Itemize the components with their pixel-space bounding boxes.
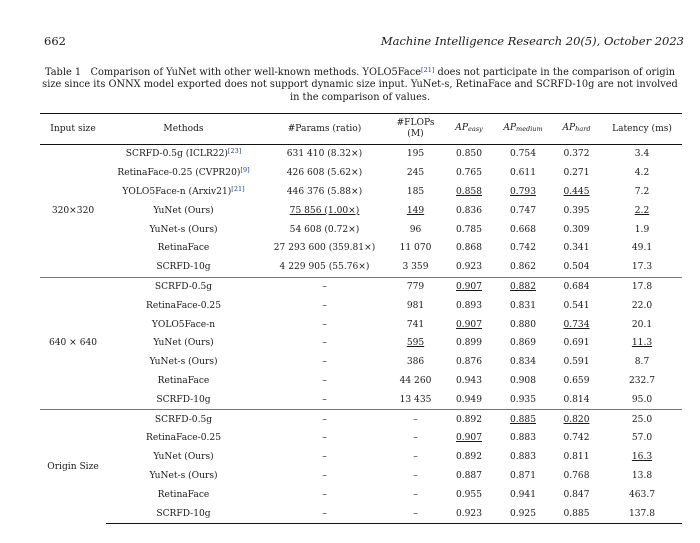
method-cell <box>106 183 261 202</box>
flops-cell: 981 <box>406 300 425 311</box>
ap-hard-cell: 0.811 <box>563 452 590 463</box>
method-cell <box>106 315 261 334</box>
flops-cell: 44 260 <box>399 375 432 386</box>
ap-medium-cell: 0.882 <box>495 277 551 296</box>
ap-easy-cell: 0.899 <box>455 338 483 349</box>
method-cell <box>106 390 261 409</box>
params-cell: – <box>261 504 388 523</box>
header-ap-easy: $AP_{easy}$ <box>443 114 495 145</box>
params-cell: – <box>322 394 327 405</box>
ap-easy-cell: 0.765 <box>455 168 483 179</box>
method-name: YOLO5Face-n <box>151 319 216 330</box>
method-name: RetinaFace-0.25 <box>146 433 221 444</box>
ap-medium-cell: 0.883 <box>509 433 537 444</box>
ap-medium-cell: 0.747 <box>509 205 537 216</box>
flops-cell: 96 <box>409 224 422 235</box>
table-row <box>40 467 682 486</box>
method-cell <box>106 258 261 277</box>
table-label: Table 1 <box>44 67 82 78</box>
flops-cell: 595 <box>406 338 425 349</box>
ap-easy-cell: 0.858 <box>455 186 483 197</box>
ap-medium-cell: 0.831 <box>509 300 537 311</box>
caption-text-1: Comparison of YuNet with other well-known methods. YOLO5Face <box>90 67 422 78</box>
ap-easy-cell: 0.850 <box>455 149 483 160</box>
ap-hard-cell: 0.734 <box>563 319 590 330</box>
flops-cell: – <box>413 489 418 500</box>
ap-hard-cell: 0.541 <box>563 300 590 311</box>
ap-easy-cell: 0.955 <box>455 489 483 500</box>
caption-text-2: does not participate in the comparison of origin size since its ONNX model exported does not support dynamic size input. YuNet-s, RetinaFace and SCRFD-10g are not involved in the comparison of values. <box>42 67 678 103</box>
method-cell <box>106 201 261 220</box>
ap-hard-cell: 0.768 <box>563 470 590 481</box>
params-cell: – <box>322 489 327 500</box>
ap-hard-cell: 0.814 <box>563 394 590 405</box>
params-cell: – <box>322 319 327 330</box>
method-citation[interactable]: [21] <box>231 184 245 193</box>
ap-easy-cell: 0.923 <box>455 262 483 273</box>
method-cell <box>106 504 261 523</box>
latency-cell: 137.8 <box>602 504 682 523</box>
method-cell <box>106 429 261 448</box>
table-row <box>40 504 682 523</box>
table-row <box>40 296 682 315</box>
ap-hard-cell: 0.341 <box>563 243 590 254</box>
ap-hard-cell: 0.445 <box>563 186 590 197</box>
ap-medium-cell: 0.869 <box>509 338 537 349</box>
ap-hard-cell: 0.684 <box>551 277 602 296</box>
latency-cell: 17.3 <box>631 262 653 273</box>
ap-easy-cell: 0.868 <box>455 243 483 254</box>
flops-cell: 149 <box>406 205 425 216</box>
method-cell <box>106 372 261 391</box>
method-name: YuNet-s (Ours) <box>149 470 218 481</box>
ap-medium-cell: 0.834 <box>509 357 537 368</box>
page-number: 662 <box>44 34 66 48</box>
ap-medium-cell: 0.862 <box>509 262 537 273</box>
flops-cell: 741 <box>406 319 425 330</box>
method-name: YuNet (Ours) <box>153 205 214 216</box>
ap-easy-cell: 0.949 <box>455 394 483 405</box>
table-row <box>40 334 682 353</box>
flops-cell: – <box>413 433 418 444</box>
latency-cell: 8.7 <box>634 357 650 368</box>
latency-cell: 4.2 <box>634 168 650 179</box>
table-row <box>40 220 682 239</box>
method-cell <box>106 164 261 183</box>
ap-hard-cell: 0.395 <box>563 205 590 216</box>
latency-cell: 16.3 <box>631 452 653 463</box>
method-cell <box>106 277 261 296</box>
ap-medium-cell: 0.880 <box>509 319 537 330</box>
method-cell <box>106 334 261 353</box>
flops-cell: – <box>413 452 418 463</box>
method-name: YuNet (Ours) <box>153 338 214 349</box>
method-cell <box>106 353 261 372</box>
params-cell: 4 229 905 (55.76×) <box>279 262 370 273</box>
params-cell: 75 856 (1.00×) <box>289 205 360 216</box>
ap-easy-cell: 0.836 <box>455 205 483 216</box>
table-row <box>40 485 682 504</box>
params-cell: 27 293 600 (359.81×) <box>273 243 376 254</box>
params-cell: – <box>322 433 327 444</box>
ap-easy-cell: 0.893 <box>455 300 483 311</box>
header-ap-hard: $AP_{hard}$ <box>551 114 602 145</box>
flops-cell: – <box>388 410 443 429</box>
ap-hard-cell: 0.691 <box>563 338 590 349</box>
ap-medium-cell: 0.941 <box>509 489 537 500</box>
ap-easy-cell: 0.907 <box>455 433 483 444</box>
params-cell: – <box>322 357 327 368</box>
header-methods: Methods <box>106 114 261 145</box>
ap-easy-cell: 0.876 <box>455 357 483 368</box>
ap-medium-cell: 0.871 <box>509 470 537 481</box>
latency-cell: 17.8 <box>602 277 682 296</box>
ap-medium-cell: 0.908 <box>509 375 537 386</box>
ap-hard-cell: 0.591 <box>563 357 590 368</box>
flops-cell: 779 <box>388 277 443 296</box>
table-row <box>40 429 682 448</box>
table-row <box>40 390 682 409</box>
params-cell: 446 376 (5.88×) <box>286 186 363 197</box>
method-name: SCRFD-0.5g <box>154 281 213 292</box>
method-name: RetinaFace-0.25 (CVPR20) <box>117 168 241 179</box>
method-name: RetinaFace <box>157 489 210 500</box>
method-cell <box>106 239 261 258</box>
flops-cell: 245 <box>406 168 425 179</box>
flops-cell: 13 435 <box>399 394 432 405</box>
method-cell <box>106 145 261 164</box>
params-cell: – <box>261 277 388 296</box>
method-cell <box>106 485 261 504</box>
flops-cell: 185 <box>406 186 425 197</box>
table-row <box>40 164 682 183</box>
comparison-table <box>40 113 682 524</box>
flops-cell: – <box>413 470 418 481</box>
latency-cell: 95.0 <box>631 394 653 405</box>
ap-easy-cell: 0.887 <box>455 470 483 481</box>
params-cell: – <box>322 375 327 386</box>
params-cell: 54 608 (0.72×) <box>289 224 360 235</box>
table-body <box>40 145 682 524</box>
page-header <box>44 34 684 50</box>
flops-cell: 11 070 <box>399 243 432 254</box>
ap-easy-cell: 0.943 <box>455 375 483 386</box>
caption-citation[interactable]: [21] <box>421 66 435 74</box>
latency-cell: 22.0 <box>631 300 653 311</box>
ap-medium-cell: 0.611 <box>509 168 537 179</box>
table-row <box>40 277 682 296</box>
latency-cell: 232.7 <box>628 375 656 386</box>
table-row <box>40 372 682 391</box>
journal-title: Machine Intelligence Research 20(5), October 2023 <box>380 34 684 48</box>
ap-easy-cell: 0.907 <box>443 277 495 296</box>
ap-medium-cell: 0.742 <box>509 243 537 254</box>
input-size-cell: Origin Size <box>40 410 106 524</box>
flops-cell: 3 359 <box>402 262 429 273</box>
latency-cell: 463.7 <box>628 489 656 500</box>
params-cell: 426 608 (5.62×) <box>286 168 363 179</box>
header-flops: #FLOPs (M) <box>388 114 443 145</box>
latency-cell: 25.0 <box>602 410 682 429</box>
params-cell: – <box>322 470 327 481</box>
header-row <box>40 114 682 145</box>
params-cell: – <box>322 300 327 311</box>
latency-cell: 2.2 <box>634 205 650 216</box>
header-params: #Params (ratio) <box>261 114 388 145</box>
ap-medium-cell: 0.935 <box>509 394 537 405</box>
method-name: RetinaFace <box>157 243 210 254</box>
method-citation[interactable]: [23] <box>227 147 242 156</box>
flops-cell: 195 <box>406 149 425 160</box>
ap-hard-cell: 0.820 <box>551 410 602 429</box>
method-name: YuNet-s (Ours) <box>149 357 218 368</box>
ap-hard-cell: 0.271 <box>563 168 590 179</box>
method-citation[interactable]: [9] <box>240 166 250 175</box>
ap-easy-cell: 0.892 <box>455 452 483 463</box>
input-size-cell: 640 × 640 <box>40 277 106 410</box>
ap-hard-cell: 0.659 <box>563 375 590 386</box>
ap-easy-cell: 0.892 <box>443 410 495 429</box>
latency-cell: 3.4 <box>634 149 650 160</box>
latency-cell: 20.1 <box>631 319 653 330</box>
method-name: YuNet (Ours) <box>153 452 214 463</box>
header-ap-medium: $AP_{medium}$ <box>495 114 551 145</box>
method-cell <box>106 220 261 239</box>
ap-easy-cell: 0.785 <box>455 224 483 235</box>
table-row <box>40 239 682 258</box>
table-caption <box>38 67 682 104</box>
ap-hard-cell: 0.885 <box>551 504 602 523</box>
table-row <box>40 448 682 467</box>
params-cell: – <box>322 338 327 349</box>
header-input-size: Input size <box>40 114 106 145</box>
ap-medium-cell: 0.925 <box>495 504 551 523</box>
ap-easy-cell: 0.923 <box>443 504 495 523</box>
latency-cell: 11.3 <box>631 338 653 349</box>
ap-medium-cell: 0.754 <box>509 149 537 160</box>
table-row <box>40 145 682 164</box>
method-cell <box>106 448 261 467</box>
ap-hard-cell: 0.372 <box>563 149 590 160</box>
latency-cell: 49.1 <box>631 243 653 254</box>
method-name: SCRFD-10g <box>156 262 211 273</box>
latency-cell: 57.0 <box>631 433 653 444</box>
method-name: SCRFD-0.5g <box>154 414 213 425</box>
ap-medium-cell: 0.793 <box>509 186 537 197</box>
header-latency: Latency (ms) <box>602 114 682 145</box>
latency-cell: 7.2 <box>634 186 650 197</box>
method-name: RetinaFace-0.25 <box>146 300 221 311</box>
ap-medium-cell: 0.883 <box>509 452 537 463</box>
params-cell: 631 410 (8.32×) <box>286 149 363 160</box>
table-row <box>40 410 682 429</box>
ap-medium-cell: 0.885 <box>495 410 551 429</box>
table-row <box>40 315 682 334</box>
method-name: RetinaFace <box>157 375 210 386</box>
params-cell: – <box>322 452 327 463</box>
ap-medium-cell: 0.668 <box>509 224 537 235</box>
ap-hard-cell: 0.742 <box>563 433 590 444</box>
input-size-cell: 320×320 <box>51 205 95 216</box>
method-name: SCRFD-10g <box>156 394 211 405</box>
method-cell <box>106 410 261 429</box>
flops-cell: – <box>388 504 443 523</box>
ap-hard-cell: 0.309 <box>563 224 590 235</box>
method-name: SCRFD-0.5g (ICLR22) <box>125 149 228 160</box>
latency-cell: 1.9 <box>634 224 650 235</box>
ap-hard-cell: 0.847 <box>563 489 590 500</box>
method-name: SCRFD-10g <box>156 508 211 519</box>
table-row <box>40 201 682 220</box>
table-row <box>40 353 682 372</box>
flops-cell: 386 <box>406 357 425 368</box>
params-cell: – <box>261 410 388 429</box>
table-row <box>40 258 682 277</box>
method-name: YuNet-s (Ours) <box>149 224 218 235</box>
table-row <box>40 183 682 202</box>
method-name: YOLO5Face-n (Arxiv21) <box>122 186 232 197</box>
ap-easy-cell: 0.907 <box>455 319 483 330</box>
latency-cell: 13.8 <box>631 470 653 481</box>
method-cell <box>106 296 261 315</box>
method-cell <box>106 467 261 486</box>
ap-hard-cell: 0.504 <box>563 262 590 273</box>
